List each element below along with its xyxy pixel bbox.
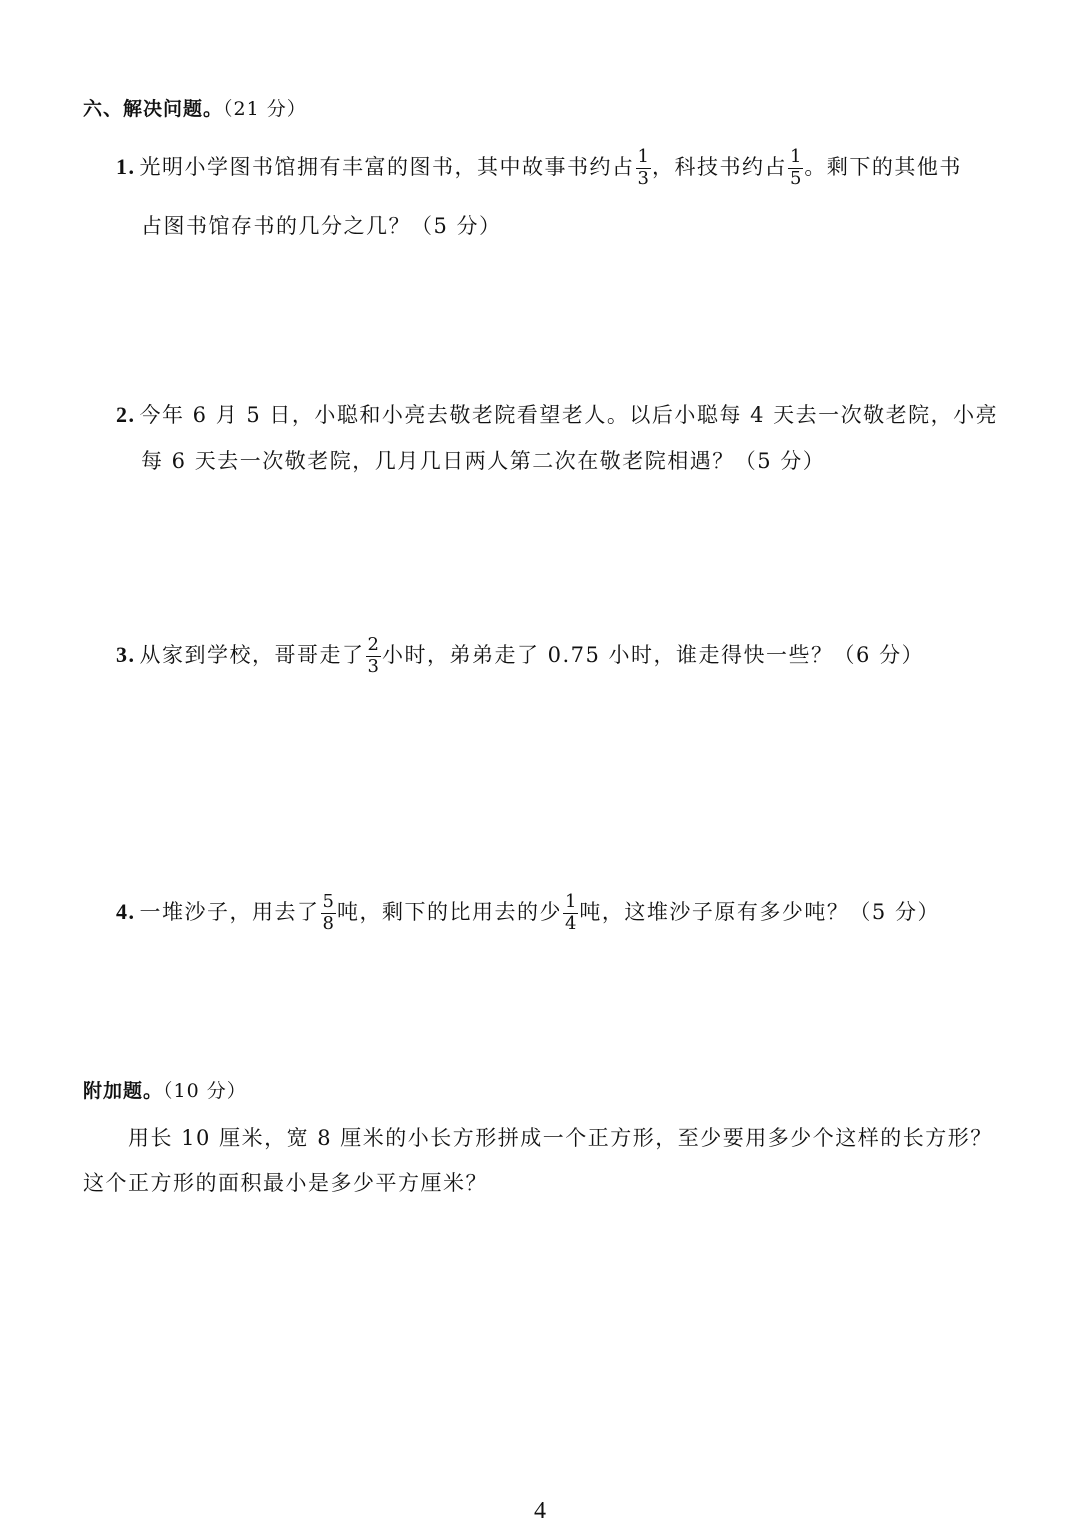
bonus-heading (83, 1082, 247, 1101)
question-4-text-b: 吨，剩下的比用去的少 (336, 899, 562, 924)
question-2-line-1 (116, 404, 998, 426)
fraction-two-thirds (366, 636, 381, 677)
question-2-number: 2. (116, 402, 136, 427)
question-4-line-1 (116, 893, 940, 934)
question-4-number: 4. (116, 898, 136, 924)
question-1-number: 1. (116, 153, 136, 179)
section-title: 六、解决问题。 (83, 98, 224, 120)
fraction-numerator: 1 (637, 146, 649, 167)
fraction-numerator: 5 (322, 891, 334, 912)
fraction-numerator: 2 (367, 634, 379, 655)
question-2-text: 今年 6 月 5 日，小聪和小亮去敬老院看望老人。以后小聪每 4 天去一次敬老院，小亮 (139, 403, 999, 427)
section-score: （21 分） (223, 98, 307, 120)
bonus-line-2: 这个正方形的面积最小是多少平方厘米？ (83, 1171, 488, 1195)
question-1-line-1 (116, 148, 962, 189)
question-3-line-1 (116, 636, 924, 677)
question-3-text-b: 小时，弟弟走了 0.75 小时，谁走得快一些？（6 分） (381, 642, 925, 667)
bonus-line-1: 用长 10 厘米，宽 8 厘米的小长方形拼成一个正方形，至少要用多少个这样的长方形？ (128, 1126, 993, 1150)
fraction-one-fifth (788, 148, 803, 189)
question-1-text-b: ，科技书约占 (651, 154, 787, 179)
fraction-denominator: 8 (322, 912, 334, 934)
question-2-line-2: 每 6 天去一次敬老院，几月几日两人第二次在敬老院相遇？（5 分） (141, 449, 826, 473)
question-4-text-a: 一堆沙子，用去了 (139, 899, 320, 924)
page-number: 4 (534, 1498, 546, 1524)
question-3-text-a: 从家到学校，哥哥走了 (139, 642, 365, 667)
fraction-denominator: 3 (637, 167, 649, 189)
fraction-one-fourth (563, 893, 578, 934)
question-1-text-a: 光明小学图书馆拥有丰富的图书，其中故事书约占 (139, 154, 635, 179)
fraction-five-eighths (321, 893, 336, 934)
section-heading (83, 100, 307, 119)
bonus-score: （10 分） (163, 1080, 247, 1102)
question-4-text-c: 吨，这堆沙子原有多少吨？（5 分） (579, 899, 940, 924)
fraction-denominator: 5 (789, 167, 802, 189)
question-1-line-2: 占图书馆存书的几分之几？（5 分） (141, 214, 502, 238)
fraction-numerator: 1 (789, 146, 802, 167)
question-3-number: 3. (116, 641, 136, 667)
fraction-one-third (636, 148, 651, 189)
fraction-numerator: 1 (564, 891, 577, 912)
fraction-denominator: 4 (564, 912, 577, 934)
bonus-title: 附加题。 (83, 1080, 164, 1102)
fraction-denominator: 3 (367, 655, 379, 677)
question-1-text-c: 。剩下的其他书 (804, 154, 962, 179)
